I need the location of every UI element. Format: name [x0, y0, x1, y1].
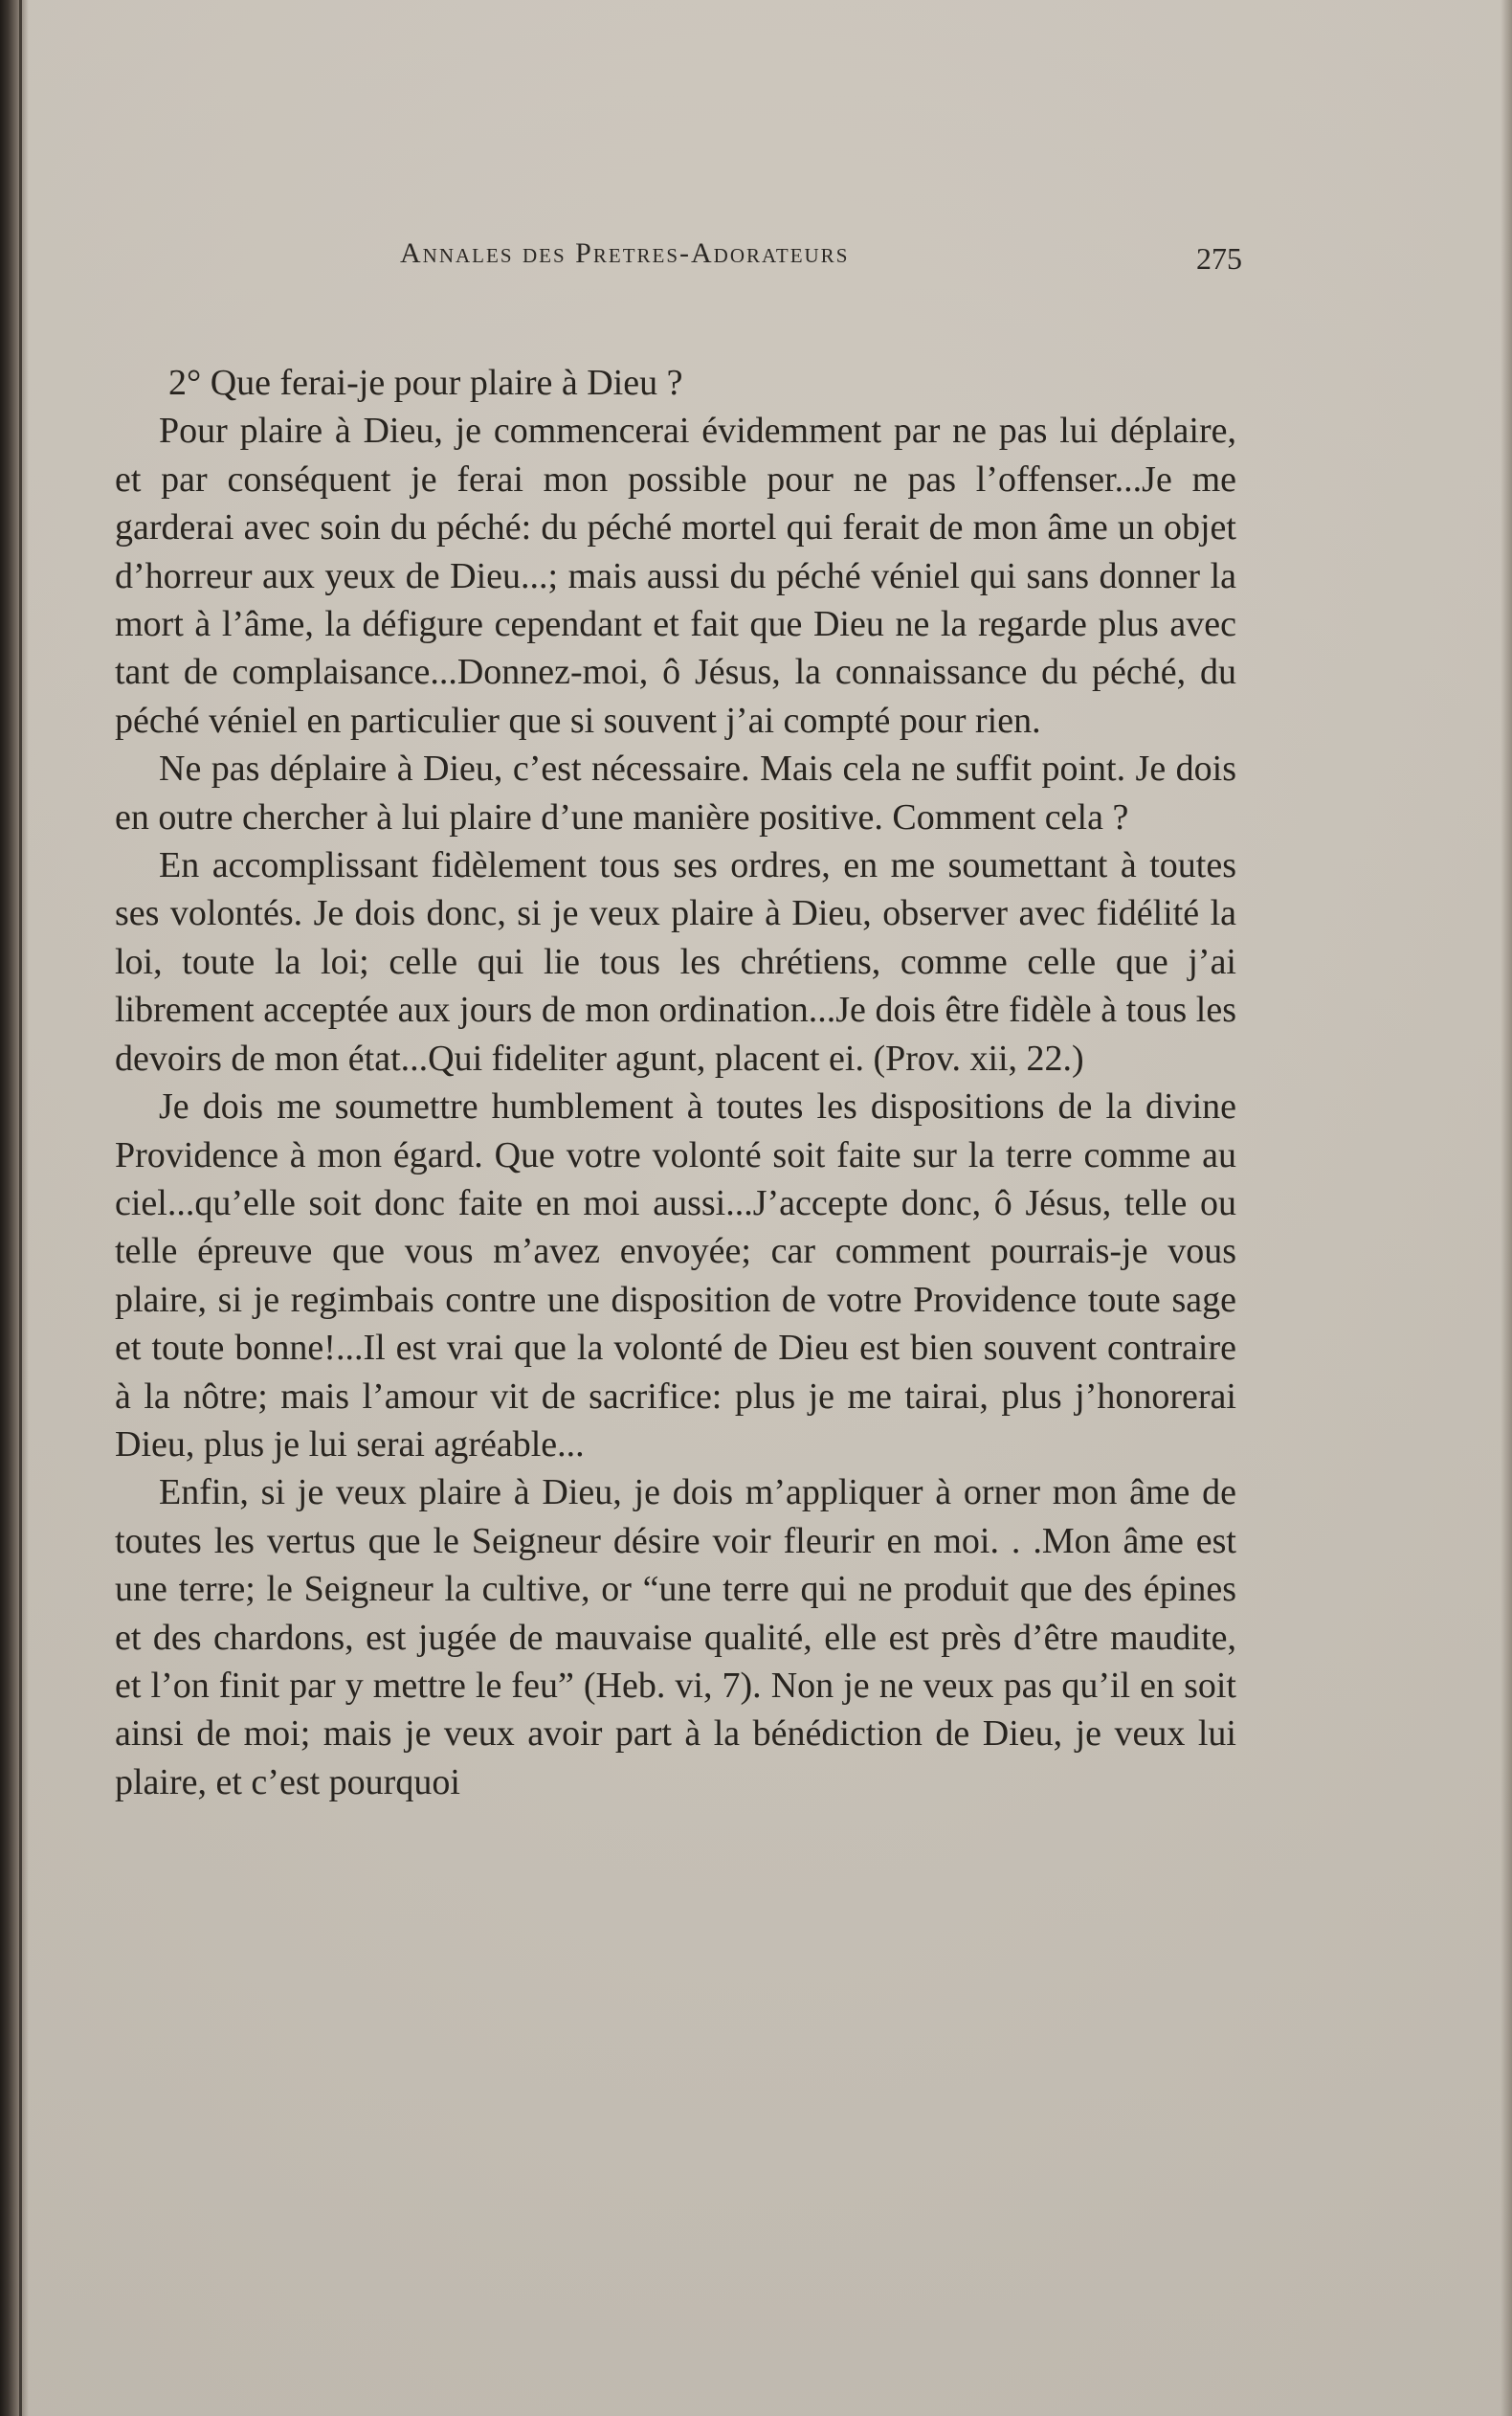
- page-edge-line: [19, 0, 22, 2416]
- body-text: [115, 359, 1236, 1806]
- book-spine-shadow: [0, 0, 29, 2416]
- paragraph: Ne pas déplaire à Dieu, c’est nécessaire. Mais cela ne suffit point. Je dois en outre chercher à lui plaire d’une manière positive. Comment cela ?: [115, 749, 1236, 838]
- section-heading-paragraph: 2° Que ferai-je pour plaire à Dieu ?: [168, 363, 683, 403]
- paragraph: Enfin, si je veux plaire à Dieu, je dois m’appliquer à orner mon âme de toutes les vertus que le Seigneur désire voir fleurir en moi. . .Mon âme est une terre; le Seigneur la cultive, or “une terre qui ne produit que des épines et des chardons, est jugée de mauvaise qualité, elle est près d’être maudite, et l’on finit par y mettre le feu” (Heb. vi, 7). Non je ne veux pas qu’il en soit ainsi de moi; mais je veux avoir part à la bénédiction de Dieu, je veux lui plaire, et c’est pourquoi: [115, 1472, 1236, 1802]
- paragraph: En accomplissant fidèlement tous ses ordres, en me soumettant à toutes ses volontés. Je dois donc, si je veux plaire à Dieu, observer avec fidélité la loi, toute la loi; celle qui lie tous les chrétiens, comme celle que j’ai librement acceptée aux jours de mon ordination...Je dois être fidèle à tous les devoirs de mon état...Qui fideliter agunt, placent ei. (Prov. xii, 22.): [115, 845, 1236, 1079]
- running-header: [400, 237, 1242, 281]
- running-head-title: Annales des Pretres-Adorateurs: [400, 237, 850, 269]
- paragraph: Je dois me soumettre humblement à toutes les dispositions de la divine Providence à mon égard. Que votre volonté soit faite sur la terre comme au ciel...qu’elle soit donc faite en moi aussi...J’accepte donc, ô Jésus, telle ou telle épreuve que vous m’avez envoyée; car comment pourrais-je vous plaire, si je regimbais contre une disposition de votre Providence toute sage et toute bonne!...Il est vrai que la volonté de Dieu est bien souvent contraire à la nôtre; mais l’amour vit de sacrifice: plus je me tairai, plus j’honorerai Dieu, plus je lui serai agréable...: [115, 1086, 1236, 1465]
- page-number: 275: [1196, 241, 1242, 276]
- paragraph: Pour plaire à Dieu, je commencerai évidemment par ne pas lui déplaire, et par conséquent je ferai mon possible pour ne pas l’offenser...Je me garderai avec soin du péché: du péché mortel qui ferait de mon âme un objet d’horreur aux yeux de Dieu...; mais aussi du péché véniel qui sans donner la mort à l’âme, la défigure cependant et fait que Dieu ne la regarde plus avec tant de complaisance...Donnez-moi, ô Jésus, la connaissance du péché, du péché véniel en particulier que si souvent j’ai compté pour rien.: [115, 411, 1236, 741]
- right-page-edge: [1501, 0, 1512, 2416]
